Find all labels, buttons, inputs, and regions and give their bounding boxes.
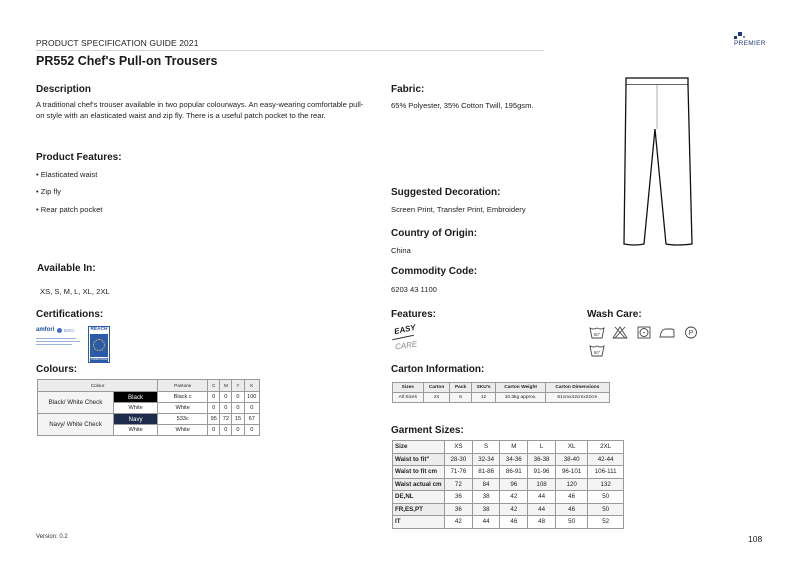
feature-item: • Elasticated waist	[36, 170, 98, 179]
header-divider	[36, 50, 544, 51]
size-cell: 46	[555, 503, 587, 516]
carton-table	[392, 382, 610, 403]
wash-care-heading: Wash Care:	[587, 309, 642, 320]
size-cell: 46	[555, 491, 587, 504]
col-colour: Colour	[38, 380, 158, 392]
logo-square	[738, 32, 742, 36]
colour-row	[38, 392, 260, 403]
carton-information-heading: Carton Information:	[391, 364, 485, 375]
pantone-cell: White	[158, 403, 208, 414]
size-cell: 71-76	[445, 466, 473, 479]
country-of-origin-heading: Country of Origin:	[391, 228, 478, 239]
country-of-origin-text: China	[391, 246, 411, 255]
cmyk-m: 72	[220, 414, 232, 425]
sizes-header-row	[393, 441, 624, 454]
easy-care-top: EASY	[393, 322, 417, 337]
size-cell: 132	[588, 478, 624, 491]
size-cell: 120	[555, 478, 587, 491]
col-carton-dimensions: Carton Dimensions	[545, 383, 609, 393]
carton-cell: 10.3kg approx.	[496, 393, 545, 403]
size-cell: 42	[445, 516, 473, 529]
sizes-row	[393, 478, 624, 491]
cmyk-y: 0	[232, 392, 244, 403]
reach-logo-text: REACH	[90, 327, 108, 332]
colours-table	[37, 379, 260, 436]
size-cell: 42	[500, 491, 528, 504]
cmyk-y: 15	[232, 414, 244, 425]
amfori-logo-text: amfori	[36, 327, 55, 333]
col-m: M	[220, 380, 232, 392]
bsci-logo-text: BSCI	[64, 328, 75, 333]
logo-fine-print	[36, 338, 76, 339]
eu-stars	[93, 339, 105, 351]
size-cell: 38	[472, 503, 500, 516]
waistband	[626, 78, 688, 85]
description-heading: Description	[36, 84, 92, 95]
size-cell: 50	[588, 503, 624, 516]
do-not-bleach-icon	[612, 326, 628, 339]
size-cell: XL	[555, 441, 587, 454]
size-cell: M	[500, 441, 528, 454]
pantone-cell: White	[158, 425, 208, 436]
colour-swatch-white: White	[114, 425, 158, 436]
cmyk-y: 0	[232, 425, 244, 436]
size-row-label: FR,ES,PT	[393, 503, 445, 516]
size-cell: 50	[588, 491, 624, 504]
size-cell: 91-96	[528, 466, 556, 479]
col-pantone: Pantone	[158, 380, 208, 392]
size-cell: 108	[528, 478, 556, 491]
cmyk-m: 0	[220, 392, 232, 403]
size-cell: 42	[500, 503, 528, 516]
carton-cell: All Sizes	[393, 393, 424, 403]
logo-fine-print	[36, 344, 72, 345]
suggested-decoration-heading: Suggested Decoration:	[391, 187, 501, 198]
col-c: C	[208, 380, 220, 392]
cmyk-c: 0	[208, 392, 220, 403]
size-row-label: Waist actual cm	[393, 478, 445, 491]
size-cell: 48	[528, 516, 556, 529]
size-row-label: Waist to fit"	[393, 453, 445, 466]
feature-item: • Zip fly	[36, 187, 62, 196]
wash-60-icon	[589, 326, 605, 339]
version-label: Version: 0.2	[36, 534, 68, 540]
size-cell: 38	[472, 491, 500, 504]
pantone-cell: Black c	[158, 392, 208, 403]
cmyk-k: 0	[244, 425, 259, 436]
size-cell: 2XL	[588, 441, 624, 454]
colour-swatch-white: White	[114, 403, 158, 414]
trouser-legs	[624, 85, 692, 245]
available-in-heading: Available In:	[37, 263, 96, 274]
col-pack: Pack	[450, 383, 471, 393]
colour-swatch-black: Black	[114, 392, 158, 403]
available-sizes: XS, S, M, L, XL, 2XL	[40, 287, 110, 296]
bsci-globe-icon	[57, 328, 62, 333]
carton-cell: 6	[450, 393, 471, 403]
logo-text: PREMIER	[734, 40, 766, 47]
product-features-heading: Product Features:	[36, 152, 122, 163]
suggested-decoration-text: Screen Print, Transfer Print, Embroidery	[391, 205, 526, 214]
size-cell: 72	[445, 478, 473, 491]
size-cell: 81-86	[472, 466, 500, 479]
size-cell: 36	[445, 503, 473, 516]
amfori-bsci-logo	[36, 327, 82, 349]
commodity-code-heading: Commodity Code:	[391, 266, 478, 277]
reach-compliance-logo	[88, 326, 110, 363]
logo-square	[734, 36, 737, 39]
size-cell: S	[472, 441, 500, 454]
premier-logo	[732, 30, 772, 50]
size-cell: 84	[472, 478, 500, 491]
size-cell: 38-40	[555, 453, 587, 466]
feature-item: • Rear patch pocket	[36, 205, 103, 214]
carton-header-row	[393, 383, 610, 393]
fabric-heading: Fabric:	[391, 84, 425, 95]
size-row-label: IT	[393, 516, 445, 529]
size-cell: 52	[588, 516, 624, 529]
size-cell: 96	[500, 478, 528, 491]
certifications-heading: Certifications:	[36, 309, 104, 320]
carton-cell: 12	[471, 393, 496, 403]
svg-text:60°: 60°	[593, 332, 601, 337]
size-cell: 44	[528, 503, 556, 516]
colour-row	[38, 414, 260, 425]
page-number: 108	[748, 534, 763, 544]
fabric-text: 65% Polyester, 35% Cotton Twill, 195gsm.	[391, 101, 534, 110]
commodity-code-text: 6203 43 1100	[391, 285, 437, 294]
colour-group-name: Navy/ White Check	[38, 414, 114, 436]
size-cell: 50	[555, 516, 587, 529]
col-sizes: Sizes	[393, 383, 424, 393]
cmyk-c: 0	[208, 403, 220, 414]
garment-sizes-table	[392, 440, 624, 529]
logo-square	[743, 36, 745, 38]
trousers-illustration	[610, 74, 700, 250]
carton-row	[393, 393, 610, 403]
eu-flag-icon	[90, 334, 108, 357]
sizes-row	[393, 453, 624, 466]
tumble-dry-low-icon	[636, 326, 652, 339]
col-y: Y	[232, 380, 244, 392]
svg-text:P: P	[688, 330, 694, 337]
dry-clean-p-icon	[683, 326, 699, 339]
features-heading: Features:	[391, 309, 437, 320]
size-cell: 36-38	[528, 453, 556, 466]
size-cell: 44	[528, 491, 556, 504]
size-row-label: Waist to fit cm	[393, 466, 445, 479]
colours-header-row	[38, 380, 260, 392]
sizes-row	[393, 491, 624, 504]
sizes-row	[393, 516, 624, 529]
compliance-label: COMPLIANCE	[90, 358, 108, 361]
garment-sizes-heading: Garment Sizes:	[391, 425, 464, 436]
size-cell: 44	[472, 516, 500, 529]
size-cell: XS	[445, 441, 473, 454]
colour-group-name: Black/ White Check	[38, 392, 114, 414]
easy-care-bottom: CARE	[394, 339, 418, 352]
page-title: PR552 Chef's Pull-on Trousers	[36, 54, 218, 68]
size-cell: 106-111	[588, 466, 624, 479]
guide-title: PRODUCT SPECIFICATION GUIDE 2021	[36, 38, 199, 48]
size-cell: 96-101	[555, 466, 587, 479]
size-cell: 42-44	[588, 453, 624, 466]
cmyk-k: 67	[244, 414, 259, 425]
cmyk-c: 0	[208, 425, 220, 436]
colours-heading: Colours:	[36, 364, 78, 375]
col-carton-weight: Carton Weight	[496, 383, 545, 393]
cmyk-y: 0	[232, 403, 244, 414]
size-cell: 46	[500, 516, 528, 529]
sizes-row	[393, 466, 624, 479]
carton-cell: 24	[423, 393, 450, 403]
col-skus: SKU's	[471, 383, 496, 393]
colour-swatch-navy: Navy	[114, 414, 158, 425]
sizes-row	[393, 503, 624, 516]
size-cell: 86-91	[500, 466, 528, 479]
size-cell: 32-34	[472, 453, 500, 466]
description-text: A traditional chef's trouser available in two popular colourways. An easy-wearing comfortable pull-on style with an elasticated waist and zip fly. There is a useful patch pocket to the rear.	[36, 100, 364, 120]
col-k: K	[244, 380, 259, 392]
cmyk-k: 100	[244, 392, 259, 403]
cmyk-k: 0	[244, 403, 259, 414]
wash-60-icon	[589, 344, 605, 357]
wash-care-icons	[589, 326, 719, 355]
pantone-cell: 533c	[158, 414, 208, 425]
cmyk-c: 95	[208, 414, 220, 425]
logo-fine-print	[36, 341, 80, 342]
size-cell: 34-36	[500, 453, 528, 466]
carton-cell: 61cmx42cmx22cm	[545, 393, 609, 403]
size-cell: L	[528, 441, 556, 454]
cmyk-m: 0	[220, 425, 232, 436]
size-row-label: DE,NL	[393, 491, 445, 504]
col-carton: Carton	[423, 383, 450, 393]
cmyk-m: 0	[220, 403, 232, 414]
size-cell: 36	[445, 491, 473, 504]
iron-low-icon	[659, 326, 675, 339]
size-row-label: Size	[393, 441, 445, 454]
easy-care-icon	[392, 322, 418, 355]
svg-text:60°: 60°	[593, 350, 601, 355]
size-cell: 28-30	[445, 453, 473, 466]
